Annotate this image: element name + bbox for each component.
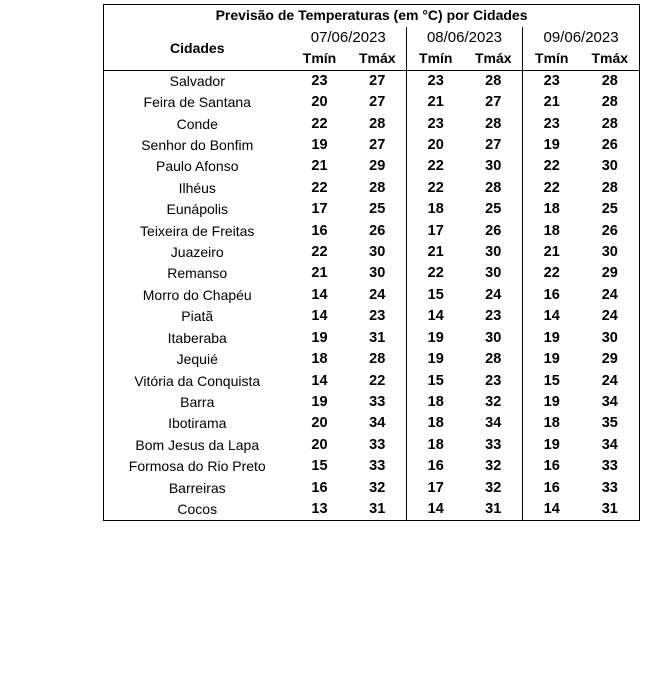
day1-tmax-value: 27 — [369, 94, 386, 111]
date-header-day2: 08/06/2023 — [407, 27, 523, 48]
city-name: Remanso — [167, 265, 228, 282]
city-name: Eunápolis — [166, 201, 228, 218]
day2-tmax-value: 30 — [485, 265, 502, 282]
day1-tmax-value: 24 — [369, 286, 386, 303]
day2-tmax-value: 34 — [485, 415, 502, 432]
table-row — [104, 371, 640, 392]
table-row — [104, 92, 640, 113]
day3-tmax-value: 29 — [601, 265, 618, 282]
cities-column-header: Cidades — [104, 27, 291, 70]
day1-tmax-value: 28 — [369, 351, 386, 368]
day1-tmax-value: 34 — [369, 415, 386, 432]
tmax-header: Tmáx — [349, 48, 407, 70]
day2-tmax-value: 28 — [485, 72, 502, 89]
day3-tmax-value: 30 — [601, 329, 618, 346]
tmin-header: Tmín — [291, 48, 349, 70]
day1-tmax-value: 33 — [369, 436, 386, 453]
day3-tmax-value: 28 — [601, 115, 618, 132]
day2-tmin-value: 18 — [407, 413, 465, 434]
day2-tmin-value: 22 — [407, 263, 465, 284]
day1-tmin-value: 13 — [311, 500, 328, 517]
day1-tmin-value: 19 — [311, 137, 328, 154]
day2-tmin-value: 21 — [407, 242, 465, 263]
day2-tmax-value: 24 — [485, 286, 502, 303]
city-name: Juazeiro — [170, 244, 224, 261]
day1-tmin-value: 21 — [311, 158, 328, 175]
table-row — [104, 114, 640, 135]
day1-tmin-value: 22 — [311, 244, 328, 261]
day3-tmax-value: 29 — [601, 351, 618, 368]
day3-tmax-value: 34 — [601, 393, 618, 410]
day3-tmin-value: 22 — [523, 156, 581, 177]
day1-tmax-value: 27 — [369, 137, 386, 154]
day3-tmin-value: 19 — [523, 349, 581, 370]
day2-tmin-value: 22 — [407, 156, 465, 177]
day2-tmin-value: 15 — [407, 371, 465, 392]
day3-tmin-value: 18 — [523, 413, 581, 434]
day2-tmax-value: 27 — [485, 137, 502, 154]
day1-tmax-value: 31 — [369, 329, 386, 346]
tmin-header: Tmín — [407, 48, 465, 70]
city-name: Cocos — [177, 500, 218, 517]
day2-tmin-value: 17 — [407, 478, 465, 499]
table-row — [104, 349, 640, 370]
day2-tmax-value: 30 — [485, 158, 502, 175]
city-name: Barreiras — [168, 479, 226, 496]
day1-tmin-value: 20 — [311, 436, 328, 453]
day1-tmax-value: 25 — [369, 201, 386, 218]
day2-tmax-value: 28 — [485, 179, 502, 196]
day2-tmin-value: 18 — [407, 435, 465, 456]
city-name: Jequié — [176, 351, 218, 368]
day2-tmin-value: 23 — [407, 114, 465, 135]
day3-tmax-value: 33 — [601, 479, 618, 496]
day1-tmax-value: 31 — [369, 500, 386, 517]
day2-tmax-value: 32 — [485, 479, 502, 496]
table-row — [104, 221, 640, 242]
day3-tmin-value: 19 — [523, 135, 581, 156]
day1-tmin-value: 14 — [311, 308, 328, 325]
day1-tmin-value: 16 — [311, 222, 328, 239]
city-name: Conde — [176, 115, 218, 132]
day1-tmin-value: 20 — [311, 415, 328, 432]
day3-tmin-value: 16 — [523, 478, 581, 499]
table-row — [104, 178, 640, 199]
day2-tmin-value: 14 — [407, 306, 465, 327]
day1-tmin-value: 14 — [311, 372, 328, 389]
day3-tmin-value: 21 — [523, 242, 581, 263]
table-row — [104, 392, 640, 413]
city-name: Ilhéus — [178, 179, 216, 196]
day2-tmax-value: 23 — [485, 372, 502, 389]
day2-tmin-value: 23 — [407, 70, 465, 92]
table-row — [104, 242, 640, 263]
day2-tmax-value: 28 — [485, 115, 502, 132]
day3-tmax-value: 24 — [601, 372, 618, 389]
city-name: Teixeira de Freitas — [140, 222, 255, 239]
day2-tmin-value: 19 — [407, 349, 465, 370]
day1-tmax-value: 23 — [369, 308, 386, 325]
day3-tmax-value: 28 — [601, 72, 618, 89]
day2-tmin-value: 19 — [407, 328, 465, 349]
day3-tmin-value: 23 — [523, 70, 581, 92]
day2-tmin-value: 22 — [407, 178, 465, 199]
day1-tmax-value: 30 — [369, 265, 386, 282]
day1-tmax-value: 22 — [369, 372, 386, 389]
city-name: Feira de Santana — [143, 94, 251, 111]
day2-tmin-value: 15 — [407, 285, 465, 306]
day3-tmin-value: 19 — [523, 328, 581, 349]
day2-tmax-value: 25 — [485, 201, 502, 218]
city-name: Piatã — [181, 308, 214, 325]
day3-tmin-value: 16 — [523, 285, 581, 306]
table-row — [104, 456, 640, 477]
day1-tmin-value: 21 — [311, 265, 328, 282]
day1-tmax-value: 29 — [369, 158, 386, 175]
tmin-header: Tmín — [523, 48, 581, 70]
day3-tmax-value: 31 — [601, 500, 618, 517]
day3-tmin-value: 19 — [523, 392, 581, 413]
day3-tmax-value: 35 — [601, 415, 618, 432]
city-name: Formosa do Rio Preto — [128, 458, 266, 475]
day1-tmin-value: 14 — [311, 286, 328, 303]
table-title: Previsão de Temperaturas (em °C) por Cidades — [215, 7, 528, 24]
city-name: Senhor do Bonfim — [141, 137, 254, 154]
city-name: Paulo Afonso — [155, 158, 239, 175]
city-name: Barra — [180, 393, 215, 410]
day3-tmax-value: 28 — [601, 179, 618, 196]
day1-tmin-value: 20 — [311, 94, 328, 111]
day3-tmin-value: 21 — [523, 92, 581, 113]
day1-tmax-value: 33 — [369, 458, 386, 475]
day3-tmin-value: 22 — [523, 178, 581, 199]
day1-tmin-value: 18 — [311, 351, 328, 368]
city-name: Bom Jesus da Lapa — [135, 436, 260, 453]
day3-tmax-value: 26 — [601, 137, 618, 154]
day2-tmin-value: 18 — [407, 199, 465, 220]
day2-tmax-value: 27 — [485, 94, 502, 111]
day1-tmin-value: 19 — [311, 393, 328, 410]
day3-tmax-value: 25 — [601, 201, 618, 218]
day2-tmin-value: 17 — [407, 221, 465, 242]
table-row — [104, 499, 640, 521]
day3-tmax-value: 30 — [601, 158, 618, 175]
day2-tmax-value: 33 — [485, 436, 502, 453]
day1-tmin-value: 23 — [311, 72, 328, 89]
day2-tmin-value: 18 — [407, 392, 465, 413]
day3-tmin-value: 16 — [523, 456, 581, 477]
date-header-day1: 07/06/2023 — [310, 29, 386, 46]
day2-tmin-value: 20 — [407, 135, 465, 156]
tmax-header: Tmáx — [581, 48, 640, 70]
day3-tmax-value: 28 — [601, 94, 618, 111]
day2-tmax-value: 28 — [485, 351, 502, 368]
day1-tmax-value: 28 — [369, 115, 386, 132]
tmax-header: Tmáx — [465, 48, 523, 70]
table-row — [104, 70, 640, 92]
day1-tmax-value: 27 — [369, 72, 386, 89]
day2-tmax-value: 30 — [485, 244, 502, 261]
city-name: Itaberaba — [167, 329, 227, 346]
city-name: Salvador — [169, 72, 225, 89]
day1-tmin-value: 22 — [311, 115, 328, 132]
day2-tmax-value: 31 — [485, 500, 502, 517]
day1-tmax-value: 33 — [369, 393, 386, 410]
day3-tmax-value: 26 — [601, 222, 618, 239]
day3-tmax-value: 24 — [601, 286, 618, 303]
day3-tmin-value: 18 — [523, 199, 581, 220]
table-row — [104, 478, 640, 499]
day3-tmax-value: 30 — [601, 244, 618, 261]
day3-tmin-value: 22 — [523, 263, 581, 284]
table-row — [104, 199, 640, 220]
day2-tmax-value: 30 — [485, 329, 502, 346]
day2-tmax-value: 32 — [485, 393, 502, 410]
city-name: Morro do Chapéu — [142, 286, 252, 303]
day2-tmin-value: 14 — [407, 499, 465, 521]
table-row — [104, 156, 640, 177]
day1-tmin-value: 16 — [311, 479, 328, 496]
day1-tmax-value: 28 — [369, 179, 386, 196]
day3-tmax-value: 34 — [601, 436, 618, 453]
table-row — [104, 285, 640, 306]
table-body — [104, 70, 640, 521]
day2-tmax-value: 32 — [485, 458, 502, 475]
day3-tmin-value: 18 — [523, 221, 581, 242]
table-row — [104, 306, 640, 327]
day3-tmax-value: 33 — [601, 458, 618, 475]
day2-tmin-value: 16 — [407, 456, 465, 477]
city-name: Vitória da Conquista — [134, 372, 261, 389]
table-row — [104, 413, 640, 434]
day1-tmax-value: 26 — [369, 222, 386, 239]
table-row — [104, 263, 640, 284]
city-name: Ibotirama — [168, 415, 227, 432]
temperature-forecast-table — [103, 4, 640, 521]
day1-tmin-value: 22 — [311, 179, 328, 196]
day2-tmax-value: 26 — [485, 222, 502, 239]
day3-tmax-value: 24 — [601, 308, 618, 325]
day1-tmin-value: 17 — [311, 201, 328, 218]
day1-tmax-value: 30 — [369, 244, 386, 261]
day1-tmax-value: 32 — [369, 479, 386, 496]
date-header-day3: 09/06/2023 — [523, 27, 640, 48]
day3-tmin-value: 23 — [523, 114, 581, 135]
day3-tmin-value: 19 — [523, 435, 581, 456]
day1-tmin-value: 15 — [311, 458, 328, 475]
day1-tmin-value: 19 — [311, 329, 328, 346]
day3-tmin-value: 15 — [523, 371, 581, 392]
table-row — [104, 328, 640, 349]
day2-tmax-value: 23 — [485, 308, 502, 325]
table-row — [104, 135, 640, 156]
day3-tmin-value: 14 — [523, 499, 581, 521]
day3-tmin-value: 14 — [523, 306, 581, 327]
table-row — [104, 435, 640, 456]
day2-tmin-value: 21 — [407, 92, 465, 113]
